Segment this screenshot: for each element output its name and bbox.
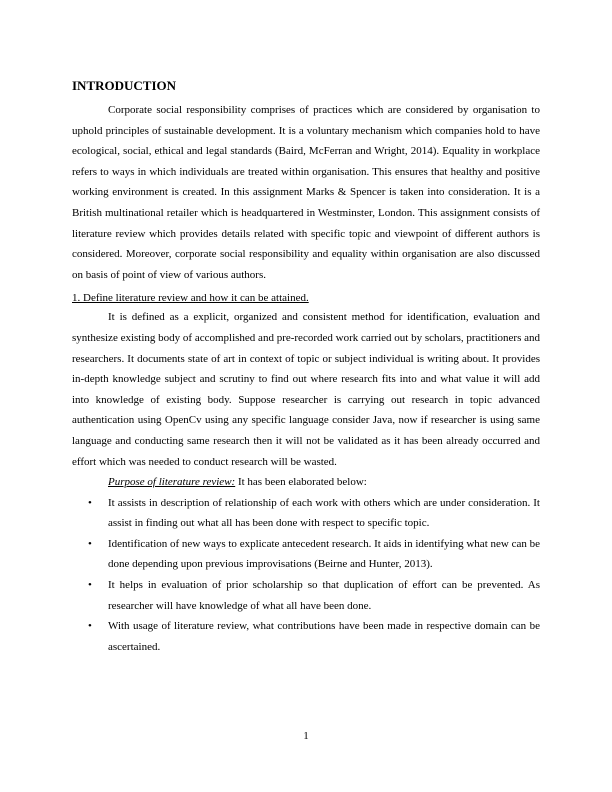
purpose-bullet-list [72,493,540,658]
purpose-text: It has been elaborated below: [235,476,367,489]
bullet-icon: • [88,620,92,633]
list-item [72,493,540,534]
purpose-label: Purpose of literature review: [108,476,236,489]
bullet-icon: • [88,579,92,592]
section-1-paragraph: It is defined as a explicit, organized and consistent method for identification, evaluation and synthesize existing body of accomplished and pre-recorded work carried out by scholars, practitioners and researchers. It documents state of art in context of topic or subject individual is writing about. It provides in-depth knowledge subject and scrutiny to find out where research fits into and what value it will add into knowledge of existing body. Suppose researcher is carrying out research in topic advanced authentication using OpenCv using any specific language consider Java, now if researcher is using same language and conducting same research then it will not be validated as it has been already occurred and effort which was needed to conduct research will be wasted. [72,311,540,468]
bullet-icon: • [88,537,92,550]
list-item-text: With usage of literature review, what contributions have been made in respective domain can be ascertained. [108,620,540,653]
bullet-icon: • [88,496,92,509]
purpose-line [72,472,540,493]
list-item [72,616,540,657]
list-item-text: It assists in description of relationship of each work with others which are under consideration. It assist in finding out what all has been done with respect to specific topic. [108,496,540,530]
introduction-heading: INTRODUCTION [72,78,177,93]
page-number: 1 [303,730,309,742]
section-1-heading: 1. Define literature review and how it can be attained. [72,292,309,305]
list-item-text: Identification of new ways to explicate antecedent research. It aids in identifying what new can be done depending upon previous improvisations (Beirne and Hunter, 2013). [108,537,540,571]
document-page [72,78,540,657]
list-item-text: It helps in evaluation of prior scholarship so that duplication of effort can be prevented. As researcher will have knowledge of what all have been done. [108,579,540,612]
list-item [72,534,540,575]
list-item [72,575,540,616]
intro-paragraph: Corporate social responsibility comprises of practices which are considered by organisation to uphold principles of sustainable development. It is a voluntary mechanism which companies hold to have ecological, social, ethical and legal standards (Baird, McFerran and Wright, 2014). Equality in workplace refers to ways in which individuals are treated within organisation. This ensures that healthy and positive working environment is created. In this assignment Marks & Spencer is taken into consideration. It is a British multinational retailer which is headquartered in Westminster, London. This assignment consists of literature review which provides details related with specific topic and viewpoint of different authors is considered. Moreover, corporate social responsibility and equality within organisation are also discussed on basis of point of view of various authors. [72,104,540,281]
